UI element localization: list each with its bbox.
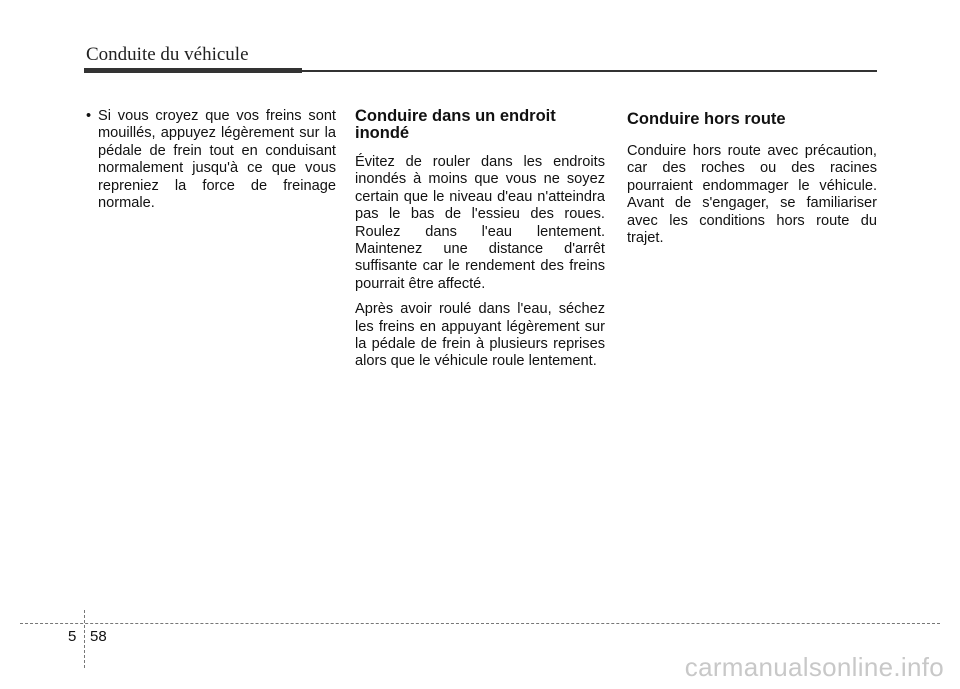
footer-chapter-number: 5 — [68, 628, 77, 645]
page-header-title: Conduite du véhicule — [86, 44, 249, 65]
bullet-item — [86, 108, 336, 212]
column-right — [627, 108, 877, 255]
header-rule-thin — [302, 70, 877, 72]
header-rule-thick — [84, 68, 302, 73]
watermark: carmanualsonline.info — [684, 652, 944, 682]
section-heading-offroad: Conduire hors route — [627, 110, 786, 128]
paragraph-flooded-2: Après avoir roulé dans l'eau, séchez les freins en appuyant légèrement sur la pédale de frein à plusieurs reprises alors que le véhicule roule lentement. — [355, 301, 605, 370]
bullet-dot: • — [86, 108, 92, 124]
bullet-text: Si vous croyez que vos freins sont mouillés, appuyez légèrement sur la pédale de frein tout en conduisant normalement jusqu'à ce que vous repreniez la force de freinage normale. — [98, 108, 336, 212]
paragraph-flooded-1: Évitez de rouler dans les endroits inondés à moins que vous ne soyez certain que le niveau d'eau n'atteindra pas le bas de l'essieu des roues. Roulez dans l'eau lentement. Maintenez une distance d'arrêt suffisante car le rendement des freins pourrait être affecté. — [355, 154, 605, 292]
footer-vertical-rule — [84, 610, 85, 668]
paragraph-offroad-1: Conduire hors route avec précaution, car des roches ou des racines pourraient endommager le véhicule. Avant de s'engager, se familiariser avec les conditions hors route du trajet. — [627, 143, 877, 247]
column-middle — [355, 108, 605, 379]
section-heading-flooded: Conduire dans un endroit inondé — [355, 107, 556, 142]
column-left — [86, 108, 336, 212]
footer-page-number: 58 — [90, 628, 107, 645]
footer-dashed-rule — [20, 623, 940, 624]
